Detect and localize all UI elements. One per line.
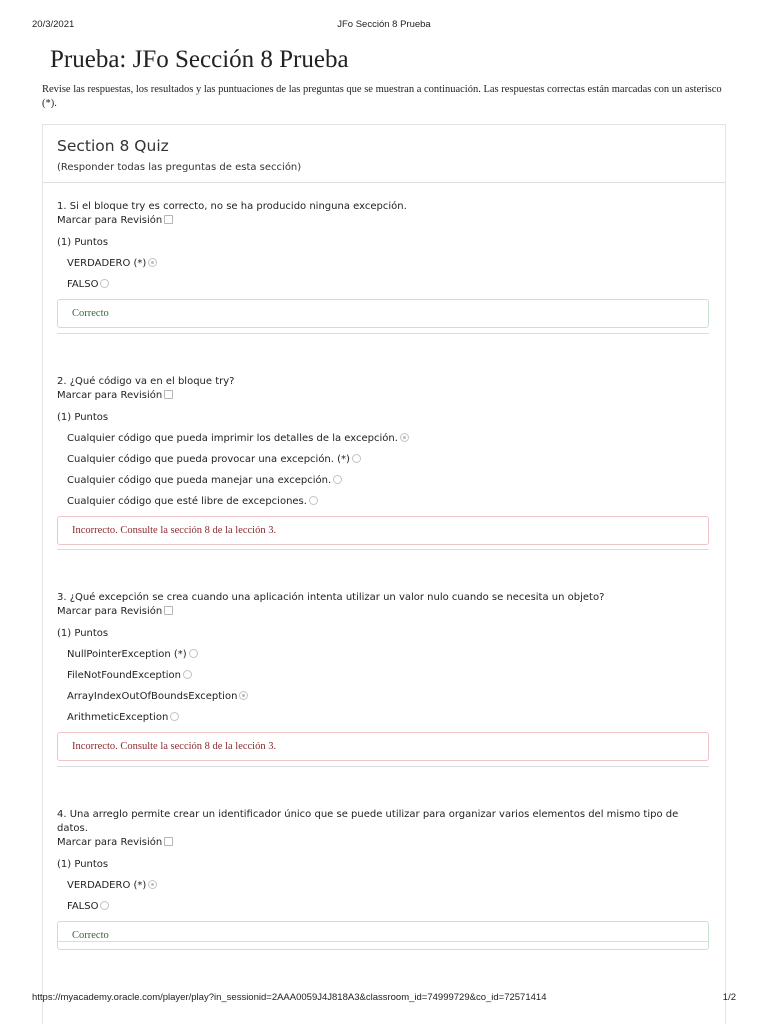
radio-icon[interactable] [189, 649, 198, 658]
answer-option [67, 474, 709, 487]
option-label: FileNotFoundException [67, 670, 182, 681]
question-divider [57, 941, 709, 942]
option-label: FALSO [67, 901, 99, 912]
option-label: FALSO [67, 279, 99, 290]
answer-option [67, 900, 709, 913]
radio-icon[interactable] [100, 901, 109, 910]
answer-option [67, 648, 709, 661]
answer-option [67, 669, 709, 682]
question-text: 4. Una arreglo permite crear un identificador único que se puede utilizar para organizar varios elementos del mismo tipo de datos. [57, 809, 679, 834]
mark-label: Marcar para Revisión [57, 390, 163, 401]
answer-option [67, 278, 709, 291]
answer-option [67, 879, 709, 892]
points-label: (1) Puntos [57, 237, 109, 248]
feedback-incorrect: Incorrecto. Consulte la sección 8 de la lección 3. [57, 516, 709, 545]
radio-icon[interactable] [183, 670, 192, 679]
answer-option [67, 257, 709, 270]
radio-icon[interactable] [100, 279, 109, 288]
question-4 [57, 808, 709, 950]
intro-text: Revise las respuestas, los resultados y las puntuaciones de las preguntas que se muestran a continuación. Las respuestas correctas están marcadas con un asterisco (*). [42, 84, 722, 109]
radio-selected-icon[interactable] [239, 691, 248, 700]
mark-for-review [57, 214, 709, 228]
radio-icon[interactable] [309, 496, 318, 505]
mark-label: Marcar para Revisión [57, 837, 163, 848]
mark-label: Marcar para Revisión [57, 606, 163, 617]
question-1 [57, 200, 709, 328]
answer-option [67, 711, 709, 724]
mark-for-review-checkbox[interactable] [164, 837, 173, 846]
feedback-correct: Correcto [57, 299, 709, 328]
question-text: 2. ¿Qué código va en el bloque try? [57, 376, 235, 387]
print-page-number: 1/2 [722, 992, 736, 1003]
mark-for-review [57, 389, 709, 403]
points-label: (1) Puntos [57, 412, 109, 423]
question-divider [57, 333, 709, 334]
print-footer [0, 992, 768, 1006]
mark-label: Marcar para Revisión [57, 215, 163, 226]
print-title: JFo Sección 8 Prueba [337, 19, 431, 30]
option-label: Cualquier código que pueda provocar una excepción. (*) [67, 454, 350, 465]
answer-option [67, 432, 709, 445]
radio-icon[interactable] [333, 475, 342, 484]
option-label: ArrayIndexOutOfBoundsException [67, 691, 238, 702]
page-title: Prueba: JFo Sección 8 Prueba [50, 46, 349, 73]
question-text: 3. ¿Qué excepción se crea cuando una aplicación intenta utilizar un valor nulo cuando se necesita un objeto? [57, 592, 605, 603]
option-label: VERDADERO (*) [67, 258, 147, 269]
option-label: NullPointerException (*) [67, 649, 187, 660]
print-url: https://myacademy.oracle.com/player/play?in_sessionid=2AAA0059J4J818A3&classroom_id=74999729&co_id=72571414 [32, 992, 547, 1003]
radio-selected-icon[interactable] [400, 433, 409, 442]
feedback-incorrect: Incorrecto. Consulte la sección 8 de la lección 3. [57, 732, 709, 761]
radio-selected-icon[interactable] [148, 880, 157, 889]
quiz-panel [42, 124, 726, 1024]
points-label: (1) Puntos [57, 859, 109, 870]
answer-option [67, 495, 709, 508]
option-label: Cualquier código que pueda imprimir los detalles de la excepción. [67, 433, 398, 444]
mark-for-review-checkbox[interactable] [164, 606, 173, 615]
section-header [43, 125, 725, 183]
answer-option [67, 453, 709, 466]
mark-for-review-checkbox[interactable] [164, 390, 173, 399]
option-label: Cualquier código que pueda manejar una excepción. [67, 475, 332, 486]
radio-icon[interactable] [352, 454, 361, 463]
answer-option [67, 690, 709, 703]
mark-for-review [57, 836, 709, 850]
print-date: 20/3/2021 [32, 19, 75, 30]
mark-for-review-checkbox[interactable] [164, 215, 173, 224]
print-header [0, 19, 768, 33]
question-text: 1. Si el bloque try es correcto, no se ha producido ninguna excepción. [57, 201, 407, 212]
section-title: Section 8 Quiz [57, 137, 169, 155]
feedback-correct: Correcto [57, 921, 709, 950]
radio-selected-icon[interactable] [148, 258, 157, 267]
radio-icon[interactable] [170, 712, 179, 721]
question-2 [57, 375, 709, 545]
question-3 [57, 591, 709, 761]
question-divider [57, 766, 709, 767]
option-label: ArithmeticException [67, 712, 169, 723]
mark-for-review [57, 605, 709, 619]
question-divider [57, 549, 709, 550]
option-label: VERDADERO (*) [67, 880, 147, 891]
option-label: Cualquier código que esté libre de excepciones. [67, 496, 307, 507]
points-label: (1) Puntos [57, 628, 109, 639]
section-subtitle: (Responder todas las preguntas de esta sección) [57, 162, 302, 173]
